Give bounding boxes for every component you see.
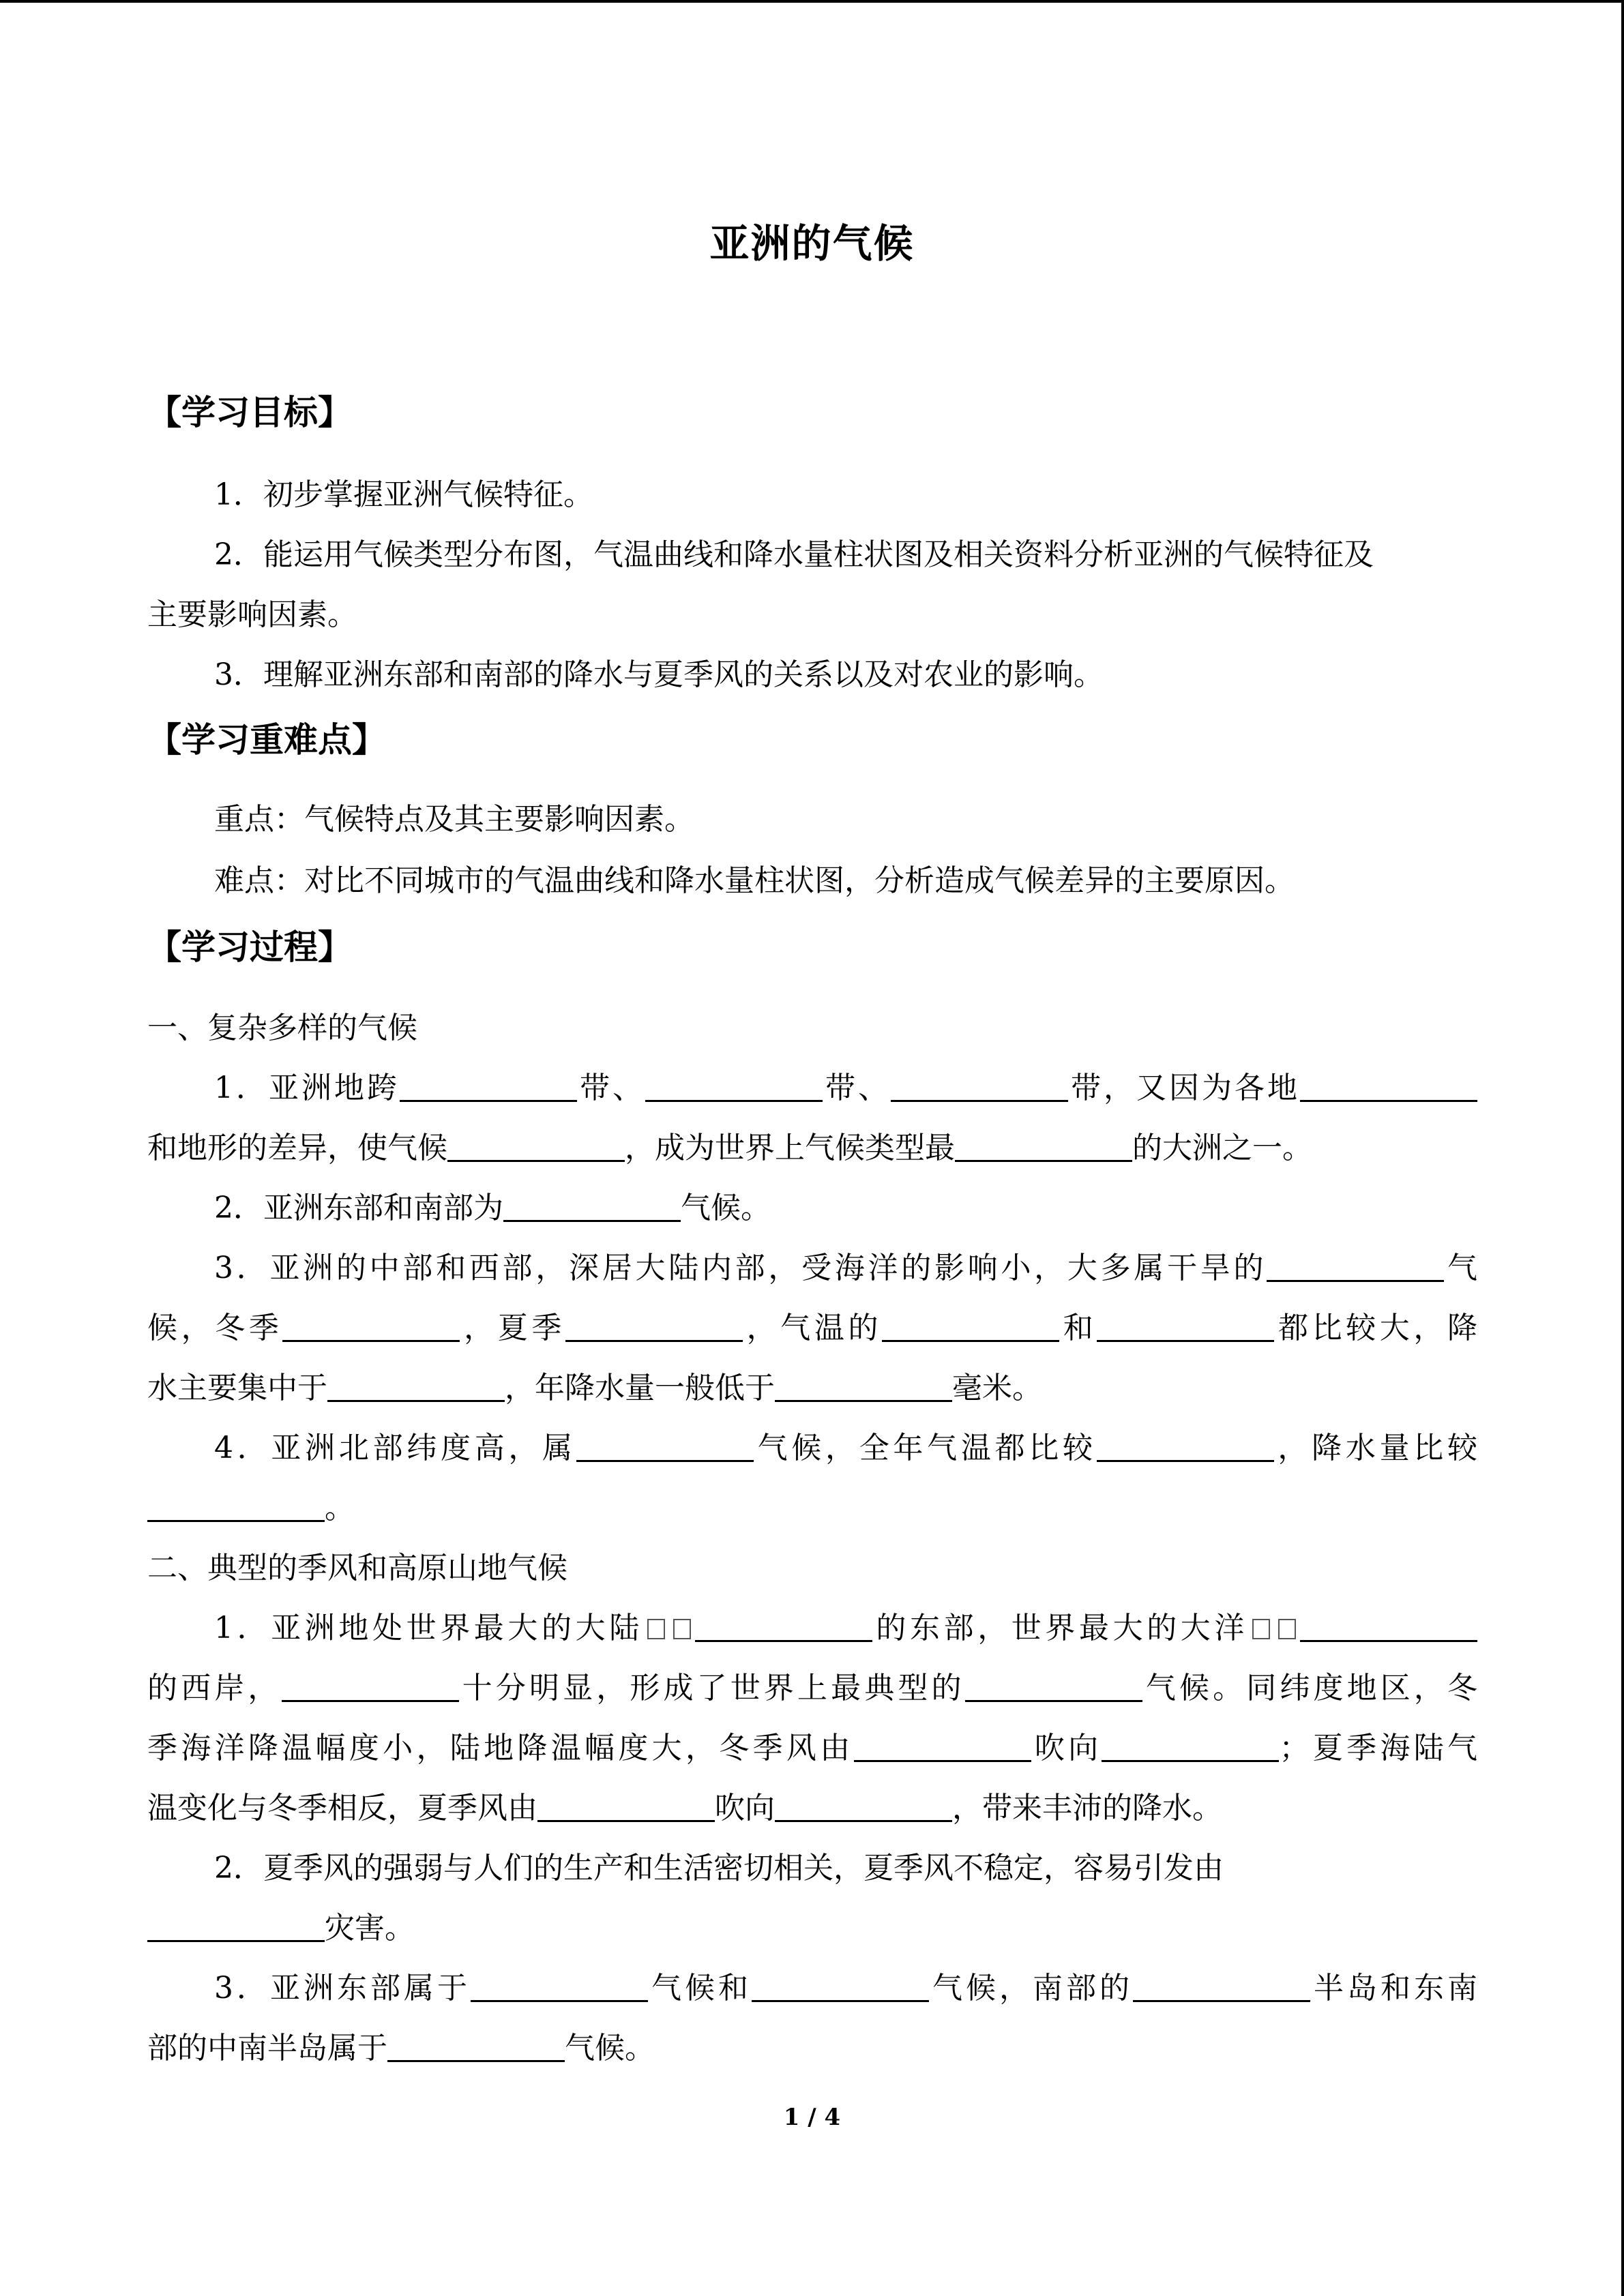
text: 带，又因为各地 xyxy=(1068,1071,1300,1105)
text: 带、 xyxy=(577,1071,645,1105)
part-1-question-3-line-2 xyxy=(147,1308,1477,1349)
fill-blank[interactable] xyxy=(775,1790,952,1822)
placeholder-box-icon xyxy=(673,1619,691,1639)
text: 水主要集中于 xyxy=(147,1371,327,1405)
text: 的东部，世界最大的大洋 xyxy=(872,1611,1248,1645)
text: 3．亚洲的中部和西部，深居大陆内部，受海洋的影响小，大多属干旱的 xyxy=(214,1251,1267,1285)
text: 都比较大，降 xyxy=(1274,1311,1478,1345)
text: 气候。 xyxy=(681,1191,771,1225)
right-border xyxy=(1621,0,1624,2296)
section-heading-process: 【学习过程】 xyxy=(147,927,352,967)
placeholder-box-icon xyxy=(1252,1619,1270,1639)
text: 1．亚洲地跨 xyxy=(214,1071,400,1105)
section-heading-goals: 【学习目标】 xyxy=(147,393,352,432)
fill-blank[interactable] xyxy=(387,2030,565,2062)
text: 毫米。 xyxy=(952,1371,1042,1405)
fill-blank[interactable] xyxy=(537,1790,715,1822)
fill-blank[interactable] xyxy=(282,1670,459,1702)
text: 吹向 xyxy=(1031,1731,1102,1765)
text: 气 xyxy=(1444,1251,1477,1285)
fill-blank[interactable] xyxy=(955,1130,1132,1162)
text: 的西岸， xyxy=(147,1671,282,1705)
fill-blank[interactable] xyxy=(471,1970,648,2002)
text: 2．亚洲东部和南部为 xyxy=(214,1191,503,1225)
fill-blank[interactable] xyxy=(645,1070,823,1102)
fill-blank[interactable] xyxy=(854,1730,1031,1762)
text: 气候。 xyxy=(565,2031,655,2066)
part-2-question-1-line-1 xyxy=(214,1608,1477,1649)
fill-blank[interactable] xyxy=(1097,1310,1274,1342)
text: 和 xyxy=(1059,1311,1097,1345)
text: ，降水量比较 xyxy=(1273,1431,1478,1465)
fill-blank[interactable] xyxy=(882,1310,1059,1342)
fill-blank[interactable] xyxy=(1102,1730,1279,1762)
text: 。 xyxy=(325,1491,355,1525)
text: 3．亚洲东部属于 xyxy=(214,1971,471,2006)
fill-blank[interactable] xyxy=(891,1070,1068,1102)
fill-blank[interactable] xyxy=(695,1610,872,1642)
part-2-title: 二、典型的季风和高原山地气候 xyxy=(147,1551,567,1585)
text: 气候，南部的 xyxy=(929,1971,1133,2006)
goal-3: 3．理解亚洲东部和南部的降水与夏季风的关系以及对农业的影响。 xyxy=(214,657,1104,692)
part-1-question-4-line-1 xyxy=(214,1428,1477,1469)
text: 灾害。 xyxy=(325,1911,415,1945)
part-1-question-3-line-3 xyxy=(147,1368,1477,1409)
fill-blank[interactable] xyxy=(503,1190,681,1222)
difficult-point: 难点：对比不同城市的气温曲线和降水量柱状图，分析造成气候差异的主要原因。 xyxy=(214,863,1295,898)
fill-blank[interactable] xyxy=(576,1430,754,1462)
text: 气候，全年气温都比较 xyxy=(753,1431,1097,1465)
fill-blank[interactable] xyxy=(147,1910,325,1942)
top-border xyxy=(0,0,1624,3)
page-number: 1 / 4 xyxy=(783,2104,841,2131)
text: 4．亚洲北部纬度高，属 xyxy=(214,1431,576,1465)
part-2-question-1-line-2 xyxy=(147,1668,1477,1709)
page-title: 亚洲的气候 xyxy=(709,220,915,267)
part-2-question-3-line-2 xyxy=(147,2028,1477,2069)
part-2-question-1-line-3 xyxy=(147,1728,1477,1769)
text: ，气温的 xyxy=(742,1311,883,1345)
text: ，成为世界上气候类型最 xyxy=(625,1131,955,1165)
text: 1．亚洲地处世界最大的大陆 xyxy=(214,1611,643,1645)
part-2-question-3-line-1 xyxy=(214,1968,1477,2009)
part-2-question-2-line-1: 2．夏季风的强弱与人们的生产和生活密切相关，夏季风不稳定，容易引发由 xyxy=(214,1851,1224,1885)
key-point: 重点：气候特点及其主要影响因素。 xyxy=(214,802,694,837)
goal-2-line-1: 2．能运用气候类型分布图，气温曲线和降水量柱状图及相关资料分析亚洲的气候特征及 xyxy=(214,537,1374,572)
text: 气候和 xyxy=(648,1971,752,2006)
part-1-question-1-line-2 xyxy=(147,1128,1477,1169)
part-1-question-4-line-2 xyxy=(147,1488,1477,1529)
text: 候，冬季 xyxy=(147,1311,283,1345)
text: 的大洲之一。 xyxy=(1132,1131,1312,1165)
part-1-question-3-line-1 xyxy=(214,1248,1477,1289)
fill-blank[interactable] xyxy=(282,1310,460,1342)
fill-blank[interactable] xyxy=(752,1970,929,2002)
fill-blank[interactable] xyxy=(327,1370,505,1402)
section-heading-key-points: 【学习重难点】 xyxy=(147,720,386,760)
fill-blank[interactable] xyxy=(565,1310,743,1342)
text: 季海洋降温幅度小，陆地降温幅度大，冬季风由 xyxy=(147,1731,854,1765)
placeholder-box-icon xyxy=(1278,1619,1296,1639)
part-1-title: 一、复杂多样的气候 xyxy=(147,1011,417,1045)
text: 和地形的差异，使气候 xyxy=(147,1131,447,1165)
fill-blank[interactable] xyxy=(400,1070,577,1102)
fill-blank[interactable] xyxy=(1097,1430,1274,1462)
placeholder-box-icon xyxy=(647,1619,665,1639)
part-1-question-1-line-1 xyxy=(214,1068,1477,1109)
fill-blank[interactable] xyxy=(1300,1610,1477,1642)
fill-blank[interactable] xyxy=(1133,1970,1310,2002)
fill-blank[interactable] xyxy=(1267,1250,1444,1282)
fill-blank[interactable] xyxy=(1300,1070,1477,1102)
text: 部的中南半岛属于 xyxy=(147,2031,387,2066)
text: 温变化与冬季相反，夏季风由 xyxy=(147,1791,537,1825)
text: ，夏季 xyxy=(460,1311,565,1345)
goal-2-line-2: 主要影响因素。 xyxy=(147,597,357,632)
text: ，年降水量一般低于 xyxy=(505,1371,775,1405)
goal-1: 1．初步掌握亚洲气候特征。 xyxy=(214,477,593,512)
fill-blank[interactable] xyxy=(447,1130,625,1162)
text: ；夏季海陆气 xyxy=(1279,1731,1478,1765)
text: 带、 xyxy=(823,1071,891,1105)
text: 十分明显，形成了世界上最典型的 xyxy=(458,1671,965,1705)
part-2-question-1-line-4 xyxy=(147,1788,1477,1829)
fill-blank[interactable] xyxy=(147,1490,325,1522)
text: 气候。同纬度地区，冬 xyxy=(1142,1671,1478,1705)
part-2-question-2-line-2 xyxy=(147,1908,1477,1949)
part-1-question-2 xyxy=(214,1188,1477,1229)
fill-blank[interactable] xyxy=(775,1370,952,1402)
text: ，带来丰沛的降水。 xyxy=(952,1791,1222,1825)
text: 半岛和东南 xyxy=(1310,1971,1477,2006)
fill-blank[interactable] xyxy=(965,1670,1142,1702)
text: 吹向 xyxy=(715,1791,775,1825)
